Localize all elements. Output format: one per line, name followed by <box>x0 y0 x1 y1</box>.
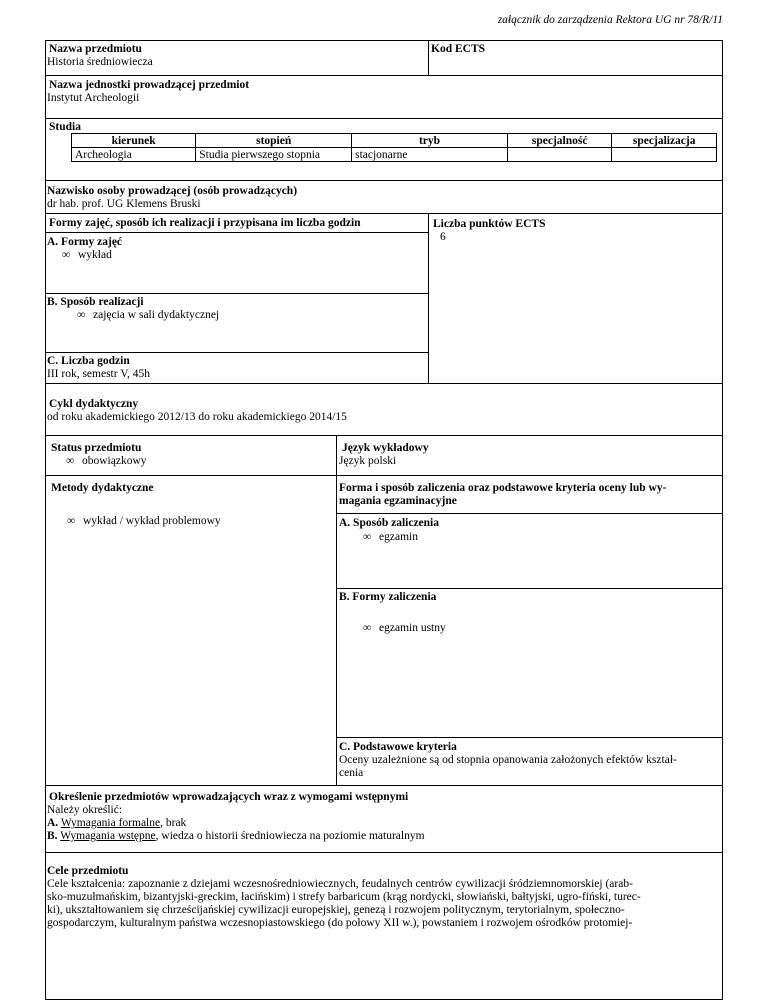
forms-a-item: ∞ wykład <box>62 249 112 261</box>
assessment-c-line2: cenia <box>339 767 364 779</box>
assessment-a-item: ∞ egzamin <box>363 531 418 543</box>
header-note: załącznik do zarządzenia Rektora UG nr 78/R/11 <box>497 14 723 26</box>
forms-b-label: B. Sposób realizacji <box>47 296 144 308</box>
assessment-c-line1: Oceny uzależnione są od stopnia opanowania założonych efektów kształ- <box>339 754 677 766</box>
assessment-a-label: A. Sposób zaliczenia <box>339 517 439 529</box>
studies-value-kierunek: Archeologia <box>72 148 196 162</box>
forms-b-item: ∞ zajęcia w sali dydaktycznej <box>77 309 220 321</box>
assessment-title-line1: Forma i sposób zaliczenia oraz podstawowe kryteria oceny lub wy- <box>339 482 667 494</box>
goals-line2: sko-muzułmańskim, bizantyjski-greckim, łacińskim) i strefy barbaricum (krąg nordycki, słowiański, bałtyjski, ugro-fiński, turec- <box>47 891 641 903</box>
goals-label: Cele przedmiotu <box>47 865 129 877</box>
studies-header-specjalizacja: specjalizacja <box>612 134 717 148</box>
studies-header-tryb: tryb <box>352 134 508 148</box>
assessment-c-label: C. Podstawowe kryteria <box>339 741 457 753</box>
studies-label: Studia <box>49 121 81 133</box>
studies-header-specjalnosc: specjalność <box>507 134 611 148</box>
language-value: Język polski <box>339 455 397 467</box>
status-label: Status przedmiotu <box>51 442 142 454</box>
status-value: ∞ obowiązkowy <box>66 455 147 467</box>
unit-value: Instytut Archeologii <box>47 92 140 104</box>
forms-c-value: III rok, semestr V, 45h <box>47 368 151 380</box>
studies-value-stopien: Studia pierwszego stopnia <box>196 148 352 162</box>
course-name-value: Historia średniowiecza <box>47 56 153 68</box>
forms-a-label: A. Formy zajęć <box>47 236 123 248</box>
ects-points-value: 6 <box>440 231 446 243</box>
prerequisites-b: B. Wymagania wstępne, wiedza o historii średniowiecza na poziomie maturalnym <box>47 830 425 842</box>
assessment-b-item: ∞ egzamin ustny <box>363 622 446 634</box>
studies-header-stopien: stopień <box>196 134 352 148</box>
ects-code-label: Kod ECTS <box>431 43 486 55</box>
instructor-label: Nazwisko osoby prowadzącej (osób prowadzących) <box>47 185 298 197</box>
forms-c-label: C. Liczba godzin <box>47 355 130 367</box>
ects-points-label: Liczba punktów ECTS <box>433 218 546 230</box>
goals-line4: gospodarczym, kulturalnym państwa wczesnopiastowskiego (do połowy XII w.), powstaniem i rozwojem ośrodków protomiej- <box>47 917 633 929</box>
course-name-label: Nazwa przedmiotu <box>49 43 142 55</box>
studies-header-kierunek: kierunek <box>72 134 196 148</box>
cycle-value: od roku akademickiego 2012/13 do roku akademickiego 2014/15 <box>47 411 347 423</box>
prerequisites-label: Określenie przedmiotów wprowadzających wraz z wymogami wstępnymi <box>49 791 409 803</box>
methods-label: Metody dydaktyczne <box>51 482 154 494</box>
cycle-label: Cykl dydaktyczny <box>49 398 139 410</box>
unit-label: Nazwa jednostki prowadzącej przedmiot <box>49 79 250 91</box>
prerequisites-intro: Należy określić: <box>47 804 123 816</box>
forms-title: Formy zajęć, sposób ich realizacji i przypisana im liczba godzin <box>49 217 361 229</box>
goals-line1: Cele kształcenia: zapoznanie z dziejami wczesnośredniowiecznych, feudalnych centrów cywilizacji śródziemnomorskiej (arab- <box>47 878 633 890</box>
studies-value-specjalizacja <box>612 148 717 162</box>
studies-value-tryb: stacjonarne <box>352 148 508 162</box>
goals-line3: ki), ukształtowaniem się chrześcijańskiej cywilizacji europejskiej, genezą i rozwojem politycznym, terytorialnym, społeczno- <box>47 904 625 916</box>
assessment-title-line2: magania egzaminacyjne <box>339 495 457 507</box>
language-label: Język wykładowy <box>342 442 429 454</box>
instructor-value: dr hab. prof. UG Klemens Bruski <box>47 198 201 210</box>
prerequisites-a: A. Wymagania formalne, brak <box>47 817 187 829</box>
assessment-b-label: B. Formy zaliczenia <box>339 591 437 603</box>
studies-table <box>71 133 717 162</box>
methods-item: ∞ wykład / wykład problemowy <box>67 515 221 527</box>
studies-value-specjalnosc <box>507 148 611 162</box>
